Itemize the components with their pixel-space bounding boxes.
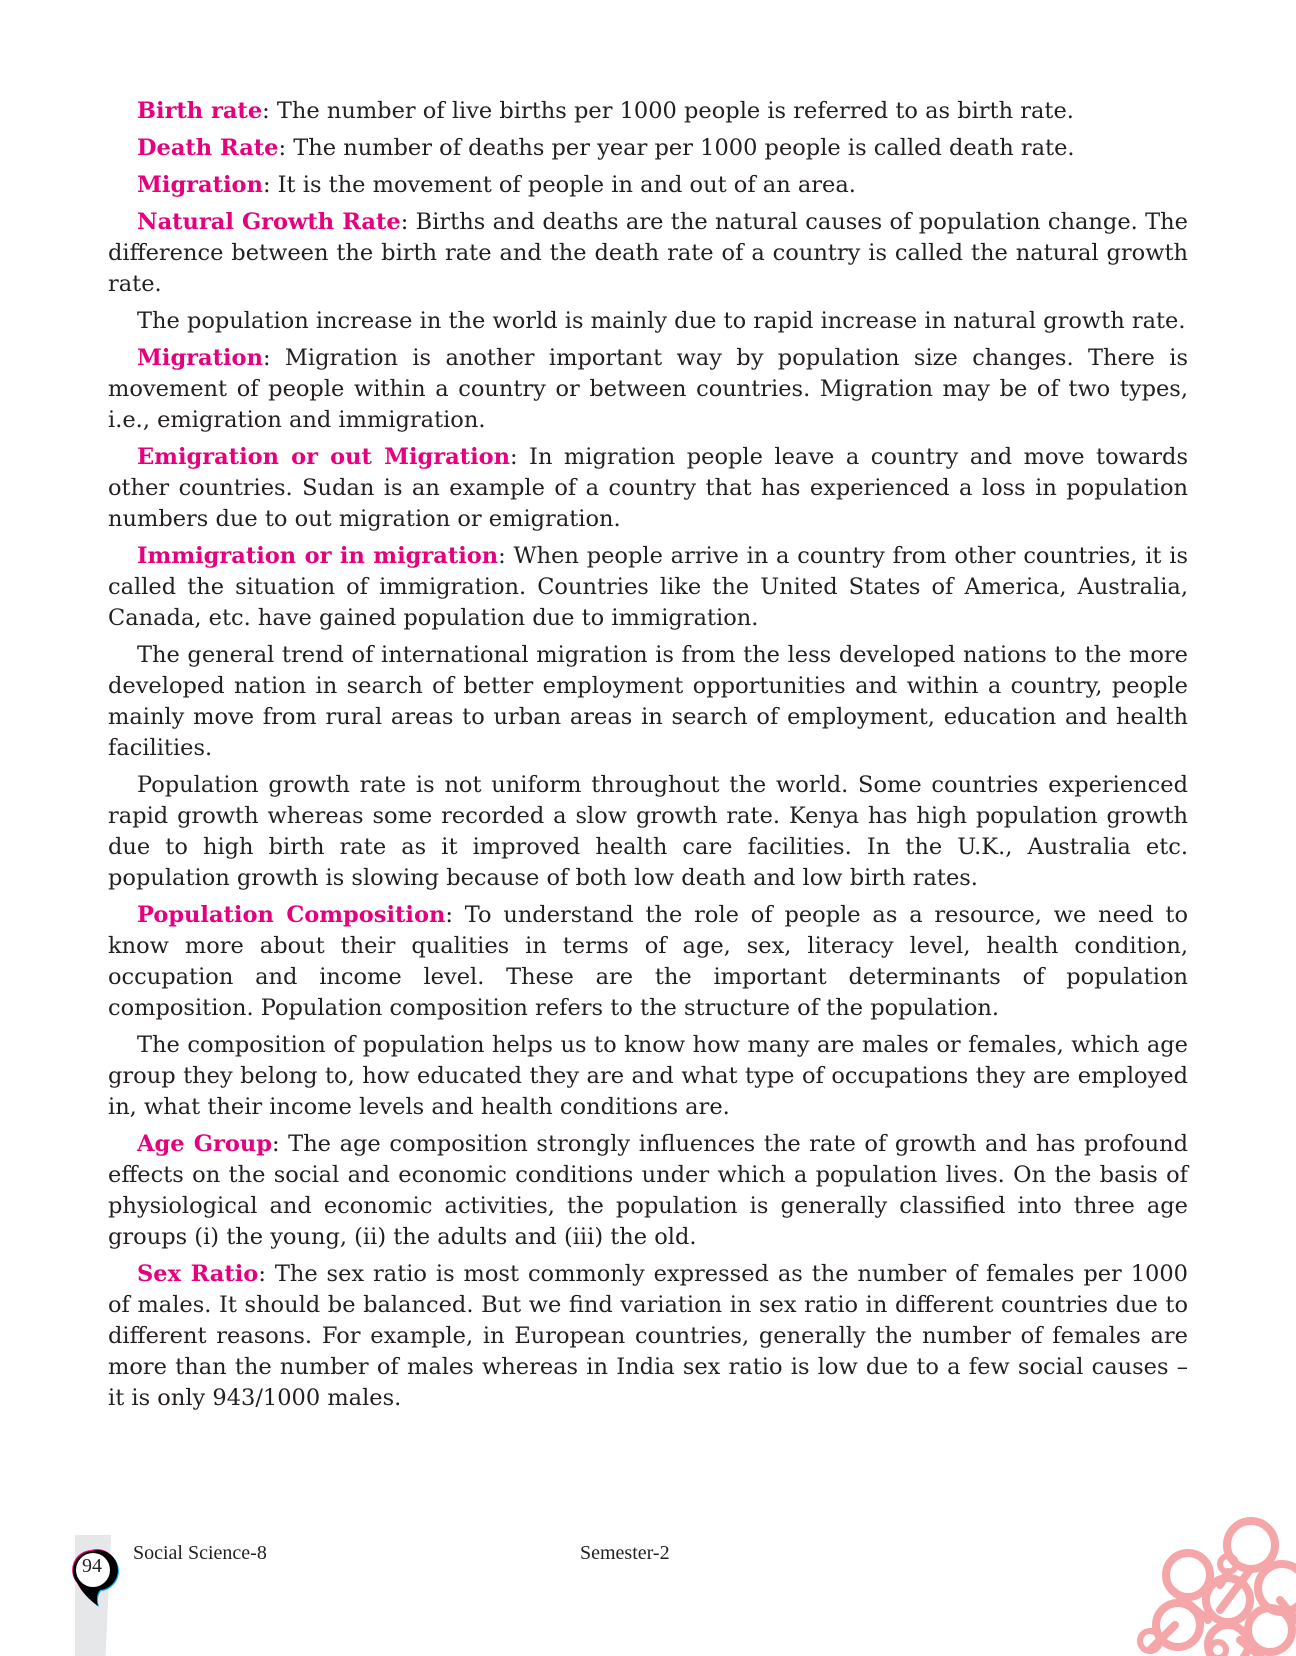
paragraph-growth-rate (108, 770, 1188, 894)
paragraph-text: : The age composition strongly influences the rate of growth and has profound effects on the social and economic conditions under which a population lives. On the basis of physiological and economic activities, the population is generally classified into three age groups (i) the young, (ii) the adults and (iii) the old. (108, 1131, 1188, 1250)
paragraph-text: : The sex ratio is most commonly expressed as the number of females per 1000 of males. It should be balanced. But we find variation in sex ratio in different countries due to different reasons. For example, in European countries, generally the number of females are more than the number of males whereas in India sex ratio is low due to a few social causes – it is only 943/1000 males. (108, 1261, 1188, 1411)
term: Birth rate (137, 98, 263, 124)
paragraph-text: The population increase in the world is mainly due to rapid increase in natural growth rate. (137, 308, 1186, 334)
paragraph-text: Population growth rate is not uniform throughout the world. Some countries experienced rapid growth whereas some recorded a slow growth rate. Kenya has high population growth due to high birth rate as it improved health care facilities. In the U.K., Australia etc. population growth is slowing because of both low death and low birth rates. (108, 772, 1188, 891)
paragraph-text: : To understand the role of people as a resource, we need to know more about their qualities in terms of age, sex, literacy level, health condition, occupation and income level. These are the important determinants of population composition. Population composition refers to the structure of the population. (108, 902, 1188, 1021)
page-body (108, 96, 1188, 1420)
paragraph-text: The general trend of international migration is from the less developed nations to the more developed nation in search of better employment opportunities and within a country, people mainly move from rural areas to urban areas in search of employment, education and health facilities. (108, 642, 1188, 761)
term: Age Group (137, 1131, 272, 1157)
paragraph-population-increase (108, 306, 1188, 337)
paragraph-text: The composition of population helps us to know how many are males or females, which age group they belong to, how educated they are and what type of occupations they are employed in, what their income levels and health conditions are. (108, 1032, 1188, 1120)
definition-population-composition (108, 900, 1188, 1024)
term: Migration (137, 172, 263, 198)
term: Immigration or in migration (137, 543, 499, 569)
term: Sex Ratio (137, 1261, 259, 1287)
page-number: 94 (82, 1554, 102, 1577)
term: Natural Growth Rate (137, 209, 401, 235)
definition-sex-ratio (108, 1259, 1188, 1414)
paragraph-migration-trend (108, 640, 1188, 764)
paragraph-composition-details (108, 1030, 1188, 1123)
term: Emigration or out Migration (137, 444, 510, 470)
molecule-decoration-icon (1110, 1500, 1296, 1656)
paragraph-text: : When people arrive in a country from other countries, it is called the situation of immigration. Countries like the United States of America, Australia, Canada, etc. have gained population due to immigration. (108, 543, 1188, 631)
definition-migration (108, 170, 1188, 201)
paragraph-text: : Births and deaths are the natural causes of population change. The difference between the birth rate and the death rate of a country is called the natural growth rate. (108, 209, 1188, 297)
book-title: Social Science-8 (133, 1542, 267, 1564)
semester-label: Semester-2 (580, 1542, 670, 1564)
paragraph-text: : Migration is another important way by population size changes. There is movement of people within a country or between countries. Migration may be of two types, i.e., emigration and immigration. (108, 345, 1188, 433)
term: Population Composition (137, 902, 446, 928)
paragraph-text: : The number of live births per 1000 people is referred to as birth rate. (262, 98, 1074, 124)
definition-age-group (108, 1129, 1188, 1253)
paragraph-text: : It is the movement of people in and out of an area. (262, 172, 856, 198)
definition-immigration (108, 541, 1188, 634)
definition-death-rate (108, 133, 1188, 164)
definition-birth-rate (108, 96, 1188, 127)
term: Death Rate (137, 135, 279, 161)
definition-migration-types (108, 343, 1188, 436)
paragraph-text: : In migration people leave a country and move towards other countries. Sudan is an example of a country that has experienced a loss in population numbers due to out migration or emigration. (108, 444, 1188, 532)
definition-emigration (108, 442, 1188, 535)
definition-natural-growth-rate (108, 207, 1188, 300)
paragraph-text: : The number of deaths per year per 1000 people is called death rate. (278, 135, 1075, 161)
term: Migration (137, 345, 263, 371)
